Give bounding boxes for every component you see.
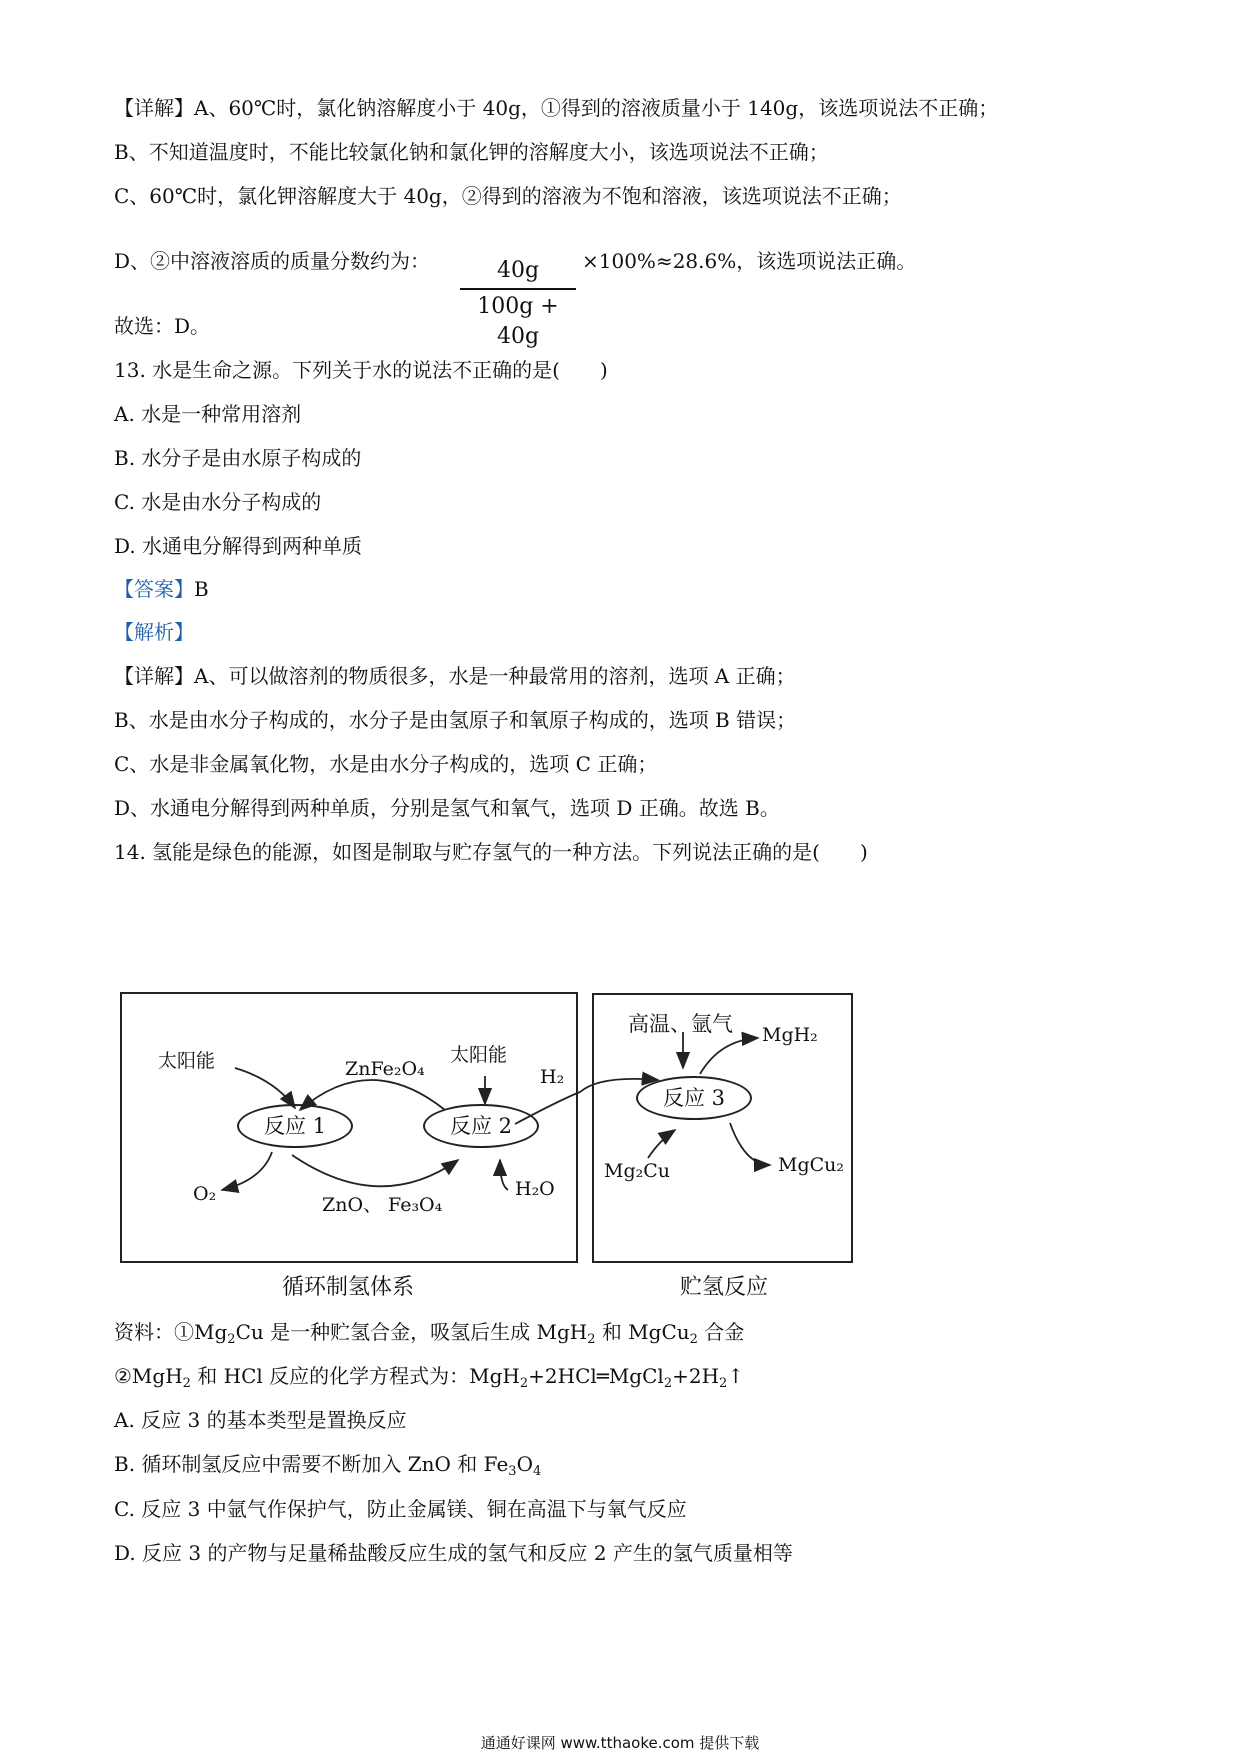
- info1-sub-1: 2: [227, 1332, 236, 1347]
- question-13-stem: 13. 水是生命之源。下列关于水的说法不正确的是( ): [114, 358, 608, 382]
- info1-text-2: Cu 是一种贮氢合金，吸氢后生成 MgH: [235, 1320, 588, 1344]
- info-line-2: [114, 1364, 744, 1396]
- question-14-option-a: A. 反应 3 的基本类型是置换反应: [114, 1408, 407, 1432]
- option-b-sub-2: 4: [532, 1464, 542, 1479]
- reaction-2-node: 反应 2: [423, 1104, 539, 1148]
- analysis-label: 【解析】: [114, 620, 194, 644]
- info1-text-3: 和 MgCu: [595, 1320, 690, 1344]
- label-znfe2o4: ZnFe₂O₄: [345, 1058, 425, 1080]
- arrow-h2o: [500, 1160, 508, 1190]
- label-solar-energy-2: 太阳能: [450, 1044, 508, 1066]
- question-13-detail-c: C、水是非金属氧化物，水是由水分子构成的，选项 C 正确；: [114, 752, 658, 776]
- arrow-solar1: [235, 1068, 295, 1108]
- info1-sub-3: 2: [689, 1332, 698, 1347]
- question-13-option-b: B. 水分子是由水原子构成的: [114, 446, 362, 470]
- info2-sub-3: 2: [663, 1376, 673, 1391]
- info1-text-4: 合金: [697, 1320, 745, 1344]
- question-14-option-b: [114, 1452, 541, 1484]
- caption-storage-reaction: 贮氢反应: [680, 1275, 769, 1300]
- question-13-option-c: C. 水是由水分子构成的: [114, 490, 322, 514]
- explanation-12-b: B、不知道温度时，不能比较氯化钠和氯化钾的溶解度大小，该选项说法不正确；: [114, 140, 829, 164]
- label-h2: H₂: [540, 1066, 565, 1088]
- reaction-3-node: 反应 3: [636, 1076, 752, 1120]
- question-13-option-d: D. 水通电分解得到两种单质: [114, 534, 363, 558]
- arrow-zno-fe3o4: [292, 1155, 458, 1186]
- explanation-12-choice: 故选：D。: [114, 314, 211, 338]
- info2-text-1: ②MgH: [114, 1364, 183, 1388]
- explanation-12-d-prefix: D、②中溶液溶质的质量分数约为：: [114, 249, 431, 273]
- question-13-detail-a: 【详解】A、可以做溶剂的物质很多，水是一种最常用的溶剂，选项 A 正确；: [114, 664, 796, 688]
- explanation-12-c: C、60℃时，氯化钾溶解度大于 40g，②得到的溶液为不饱和溶液，该选项说法不正确；: [114, 184, 902, 208]
- answer-value: B: [194, 577, 209, 601]
- question-13-option-a: A. 水是一种常用溶剂: [114, 402, 302, 426]
- question-14-stem: 14. 氢能是绿色的能源，如图是制取与贮存氢气的一种方法。下列说法正确的是( ): [114, 840, 868, 864]
- info1-sub-2: 2: [587, 1332, 596, 1347]
- question-14-option-d: D. 反应 3 的产物与足量稀盐酸反应生成的氢气和反应 2 产生的氢气质量相等: [114, 1541, 793, 1565]
- answer-label: 【答案】: [114, 577, 194, 601]
- question-14-option-c: C. 反应 3 中氩气作保护气，防止金属镁、铜在高温下与氧气反应: [114, 1497, 687, 1521]
- info2-text-4: +2H: [672, 1364, 720, 1388]
- option-b-text-2: O: [516, 1452, 533, 1476]
- label-mg2cu: Mg₂Cu: [604, 1160, 671, 1182]
- option-b-text-1: B. 循环制氢反应中需要不断加入 ZnO 和 Fe: [114, 1452, 509, 1476]
- reaction-1-node: 反应 1: [237, 1104, 353, 1148]
- caption-cycle-system: 循环制氢体系: [282, 1275, 415, 1300]
- option-b-sub-1: 3: [508, 1464, 517, 1479]
- info2-sub-1: 2: [182, 1376, 191, 1391]
- arrow-mgh2: [700, 1038, 758, 1074]
- question-13-detail-d: D、水通电分解得到两种单质，分别是氢气和氧气，选项 D 正确。故选 B。: [114, 796, 780, 820]
- info2-text-5: ↑: [727, 1364, 745, 1388]
- label-solar-energy-1: 太阳能: [158, 1050, 216, 1072]
- label-zno-fe3o4: ZnO、 Fe₃O₄: [322, 1194, 443, 1216]
- question-13-detail-b: B、水是由水分子构成的，水分子是由氢原子和氧原子构成的，选项 B 错误；: [114, 708, 797, 732]
- label-mgh2: MgH₂: [762, 1024, 818, 1046]
- page-footer: 通通好课网 www.tthaoke.com 提供下载: [480, 1734, 760, 1752]
- info2-sub-2: 2: [519, 1376, 529, 1391]
- label-mgcu2: MgCu₂: [778, 1154, 845, 1176]
- info-line-1: [114, 1320, 744, 1352]
- label-h2o: H₂O: [515, 1178, 555, 1200]
- label-high-temp-argon: 高温、氩气: [628, 1012, 733, 1036]
- info2-text-3: +2HCl═MgCl: [528, 1364, 664, 1388]
- explanation-12-a: 【详解】A、60℃时，氯化钠溶解度小于 40g，①得到的溶液质量小于 140g，该选项说法不正确；: [114, 96, 999, 120]
- info1-text-1: 资料：①Mg: [114, 1320, 228, 1344]
- fraction-denominator: 100g + 40g: [477, 294, 559, 349]
- arrow-o2: [222, 1152, 272, 1190]
- info2-sub-4: 2: [719, 1376, 728, 1391]
- label-o2: O₂: [193, 1183, 217, 1205]
- explanation-12-d-suffix: ×100%≈28.6%，该选项说法正确。: [582, 249, 917, 273]
- arrow-mgcu2: [730, 1123, 770, 1165]
- arrow-mg2cu: [648, 1130, 675, 1158]
- fraction-numerator: 40g: [496, 258, 540, 283]
- info2-text-2: 和 HCl 反应的化学方程式为：MgH: [190, 1364, 520, 1388]
